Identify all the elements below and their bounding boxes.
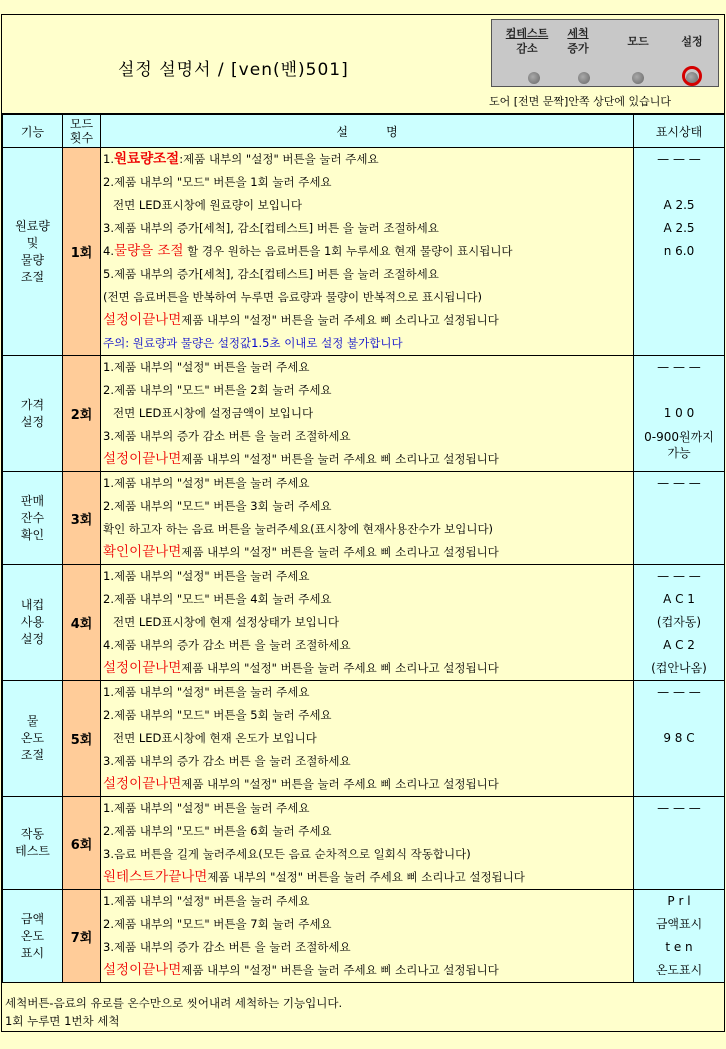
table-row [3,565,725,681]
manual-page [1,14,725,1032]
step-number: 1. [103,152,114,166]
instruction-line [101,263,633,286]
instruction-text: 2.제품 내부의 "모드" 버튼을 5회 눌러 주세요 [103,708,332,722]
instruction-line [101,843,633,866]
instruction-line [101,194,633,217]
mode-button-dot [632,72,644,84]
status-value: 금액표시 [655,917,703,931]
status-value: 9 8 C [663,731,695,745]
instruction-text: 전면 LED표시창에 설정금액이 보입니다 [113,406,314,420]
description-cell [101,797,634,890]
instruction-line [101,332,633,355]
instruction-line [101,402,633,425]
instruction-text: 제품 내부의 "설정" 버튼을 눌러 주세요 삐 소리나고 설정됩니다 [181,313,499,327]
highlight-text: 원료량조절 [113,151,180,167]
instruction-text: 5.제품 내부의 증가[세척], 감소[컵테스트] 버튼 을 눌러 조절하세요 [103,267,439,281]
set-label: 설정 [681,35,703,48]
status-value: P r l [667,894,691,908]
display-status-cell [634,565,725,681]
wash-up-label: 세척 증가 [567,27,589,55]
display-status-cell [634,356,725,472]
panel-location-note: 도어 [전면 문짝]안쪽 상단에 있습니다 [489,95,671,108]
control-panel-diagram [487,17,721,109]
highlight-text: 설정이끝나면 [103,312,182,328]
highlight-text: 설정이끝나면 [103,660,182,676]
instruction-line [101,727,633,750]
status-value [634,171,724,194]
display-status-cell [634,472,725,565]
status-value: n 6.0 [663,244,695,258]
instruction-line [101,472,633,495]
header-mode: 모드 횟수 [63,115,101,148]
header-desc: 설 명 [101,115,634,148]
function-cell: 물 온도 조절 [3,681,63,797]
instruction-text: 3.제품 내부의 증가 감소 버튼 을 눌러 조절하세요 [103,429,351,443]
instruction-line [101,657,633,680]
function-cell: 작동 테스트 [3,797,63,890]
footer-line: 1회 누루면 1번차 세척 [5,1014,120,1028]
function-cell: 원료량 및 물량 조절 [3,148,63,356]
footer-line: 세척버튼-음료의 유로를 온수만으로 씻어내려 세척하는 기능입니다. [5,996,343,1010]
set-button-highlight-ring [682,66,702,86]
settings-table [2,114,725,983]
status-value: 0-900원까지 가능 [644,430,714,460]
instruction-text: 2.제품 내부의 "모드" 버튼을 3회 눌러 주세요 [103,499,332,513]
instruction-line [101,356,633,379]
instruction-text: 1.제품 내부의 "설정" 버튼을 눌러 주세요 [103,476,310,490]
instruction-line [101,565,633,588]
instruction-line [101,495,633,518]
instruction-text: 할 경우 원하는 음료버튼을 1회 누루세요 현재 물량이 표시됩니다 [183,244,513,258]
instruction-text: 제품 내부의 "설정" 버튼을 눌러 주세요 삐 소리나고 설정됩니다 [207,870,525,884]
table-row [3,797,725,890]
instruction-line [101,286,633,309]
table-row [3,472,725,565]
instruction-line [101,820,633,843]
instruction-text: 1.제품 내부의 "설정" 버튼을 눌러 주세요 [103,569,310,583]
instruction-text: 전면 LED표시창에 현재 온도가 보입니다 [113,731,317,745]
instruction-text: 제품 내부의 "설정" 버튼을 눌러 주세요 삐 소리나고 설정됩니다 [181,777,499,791]
mode-label: 모드 [627,35,649,48]
instruction-line [101,379,633,402]
highlight-text: 설정이끝나면 [103,451,182,467]
instruction-line [101,448,633,471]
instruction-text: 제품 내부의 "설정" 버튼을 눌러 주세요 삐 소리나고 설정됩니다 [181,452,499,466]
instruction-line [101,541,633,564]
instruction-line [101,750,633,773]
mode-count-cell: 6회 [63,797,101,890]
status-value: (컵자동) [656,615,702,629]
instruction-text: 4.제품 내부의 증가 감소 버튼 을 눌러 조절하세요 [103,638,351,652]
instruction-line [101,959,633,982]
instruction-line [101,773,633,796]
status-value: — — — [657,152,701,166]
instruction-text: 2.제품 내부의 "모드" 버튼을 7회 눌러 주세요 [103,917,332,931]
instruction-text: 2.제품 내부의 "모드" 버튼을 2회 눌러 주세요 [103,383,332,397]
status-value: A 2.5 [663,198,695,212]
function-cell: 금액 온도 표시 [3,890,63,983]
instruction-line [101,309,633,332]
table-row [3,148,725,356]
table-row [3,681,725,797]
status-value: 온도표시 [655,963,703,977]
description-cell [101,681,634,797]
instruction-text: 제품 내부의 "설정" 버튼을 눌러 주세요 삐 소리나고 설정됩니다 [181,661,499,675]
instruction-text: 2.제품 내부의 "모드" 버튼을 4회 눌러 주세요 [103,592,332,606]
status-value: — — — [657,801,701,815]
highlight-text: 설정이끝나면 [103,962,182,978]
instruction-text: 전면 LED표시창에 원료량이 보입니다 [113,198,303,212]
instruction-line [101,148,633,171]
table-row [3,890,725,983]
status-value: A C 2 [663,638,695,652]
instruction-text: 3.음료 버튼을 길게 눌러주세요(모든 음료 순차적으로 일회식 작동합니다) [103,847,471,861]
status-value: (컵안나옴) [651,661,707,675]
panel-box [491,19,719,87]
highlight-text: 확인이끝나면 [103,544,182,560]
instruction-line [101,518,633,541]
cuptest-button-dot [528,72,540,84]
mode-count-cell: 5회 [63,681,101,797]
status-value: A C 1 [663,592,695,606]
function-cell: 판매 잔수 확인 [3,472,63,565]
table-header-row [3,115,725,148]
mode-count-cell: 4회 [63,565,101,681]
wash-button-dot [578,72,590,84]
display-status-cell [634,681,725,797]
mode-count-cell: 1회 [63,148,101,356]
footer-note [2,990,724,1031]
description-cell [101,356,634,472]
instruction-text: 전면 LED표시창에 현재 설정상태가 보입니다 [113,615,340,629]
instruction-line [101,425,633,448]
instruction-text: 확인 하고자 하는 음료 버튼을 눌러주세요(표시창에 현재사용잔수가 보입니다) [103,522,494,536]
highlight-text: 물량을 조절 [113,243,184,259]
highlight-text: 원테스트가끝나면 [103,869,208,885]
status-value: 1 0 0 [663,406,695,420]
status-value: — — — [657,569,701,583]
function-cell: 내컵 사용 설정 [3,565,63,681]
status-value: — — — [657,360,701,374]
display-status-cell [634,148,725,356]
instruction-line [101,611,633,634]
instruction-text: 제품 내부의 "설정" 버튼을 눌러 주세요 삐 소리나고 설정됩니다 [181,545,499,559]
instruction-text: 3.제품 내부의 증가 감소 버튼 을 눌러 조절하세요 [103,940,351,954]
mode-count-cell: 7회 [63,890,101,983]
header [2,15,724,114]
instruction-line [101,913,633,936]
highlight-text: 설정이끝나면 [103,776,182,792]
status-value: — — — [657,685,701,699]
instruction-line [101,866,633,889]
instruction-line [101,936,633,959]
description-cell [101,565,634,681]
instruction-text: :제품 내부의 "설정" 버튼을 눌러 주세요 [179,152,379,166]
page-title: 설정 설명서 / [ven(밴)501] [118,60,349,80]
instruction-text: (전면 음료버튼을 반복하여 누루면 음료량과 물량이 반복적으로 표시됩니다) [103,290,482,304]
instruction-text: 1.제품 내부의 "설정" 버튼을 눌러 주세요 [103,801,310,815]
instruction-text: 2.제품 내부의 "모드" 버튼을 1회 눌러 주세요 [103,175,332,189]
status-value: — — — [657,476,701,490]
instruction-text: 1.제품 내부의 "설정" 버튼을 눌러 주세요 [103,894,310,908]
status-value: t e n [665,940,693,954]
header-status: 표시상태 [634,115,725,148]
display-status-cell [634,797,725,890]
instruction-text: 3.제품 내부의 증가[세척], 감소[컵테스트] 버튼 을 눌러 조절하세요 [103,221,439,235]
cuptest-down-label: 컴테스트 감소 [505,27,549,55]
instruction-line [101,217,633,240]
instruction-line [101,704,633,727]
instruction-line [101,681,633,704]
instruction-line [101,890,633,913]
instruction-text: 1.제품 내부의 "설정" 버튼을 눌러 주세요 [103,360,310,374]
instruction-text: 1.제품 내부의 "설정" 버튼을 눌러 주세요 [103,685,310,699]
instruction-line [101,171,633,194]
status-value [634,704,724,727]
description-cell [101,148,634,356]
instruction-line [101,588,633,611]
instruction-line [101,634,633,657]
status-value: A 2.5 [663,221,695,235]
mode-count-cell: 2회 [63,356,101,472]
instruction-text: 3.제품 내부의 증가 감소 버튼 을 눌러 조절하세요 [103,754,351,768]
mode-count-cell: 3회 [63,472,101,565]
description-cell [101,890,634,983]
instruction-text: 제품 내부의 "설정" 버튼을 눌러 주세요 삐 소리나고 설정됩니다 [181,963,499,977]
instruction-line [101,240,633,263]
description-cell [101,472,634,565]
status-value [634,379,724,402]
instruction-text: 2.제품 내부의 "모드" 버튼을 6회 눌러 주세요 [103,824,332,838]
header-func: 기능 [3,115,63,148]
display-status-cell [634,890,725,983]
instruction-text: 주의: 원료량과 물량은 설정값1.5초 이내로 설정 불가합니다 [103,336,403,350]
instruction-line [101,797,633,820]
step-number: 4. [103,244,114,258]
function-cell: 가격 설정 [3,356,63,472]
table-row [3,356,725,472]
